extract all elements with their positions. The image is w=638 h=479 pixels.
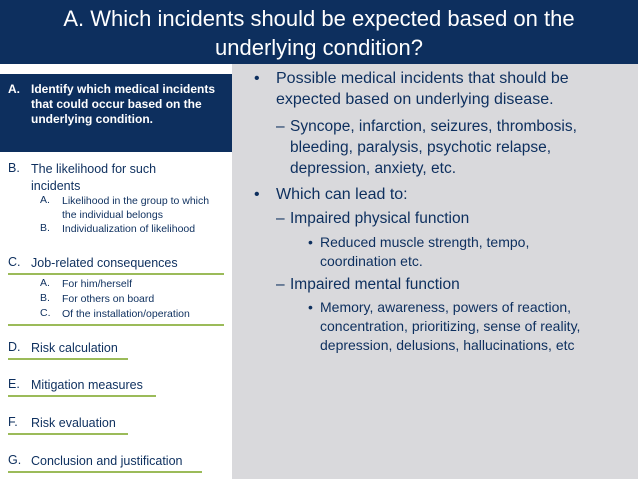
sidebar-subitem-label: Individualization of likelihood	[62, 223, 196, 235]
slide-title	[0, 0, 638, 64]
sidebar-item-label: Conclusion and justification	[31, 454, 183, 468]
bullet-mark: •	[254, 186, 260, 203]
title-line-1: A. Which incidents should be expected based on the	[63, 6, 575, 31]
sidebar-item-label: Identify which medical incidents that could occur based on the underlying condition.	[31, 82, 216, 126]
bullet-mark: •	[308, 299, 313, 315]
sidebar-subitem-letter: A.	[40, 194, 50, 206]
bullet-text: Reduced muscle strength, tempo, coordination etc.	[320, 234, 530, 269]
dash-mark: –	[276, 210, 285, 227]
sidebar-subitem-letter: B.	[40, 222, 50, 234]
sidebar-item-letter: D.	[8, 340, 21, 354]
sidebar-item-letter: A.	[8, 82, 20, 96]
sidebar-item-f-underline	[8, 433, 128, 435]
bullet-text: Possible medical incidents that should be expected based on underlying disease.	[276, 70, 569, 108]
sidebar-subitem-label: For others on board	[62, 293, 155, 305]
sidebar-subitem-c-underline	[8, 324, 224, 326]
sidebar-subitem-label: For him/herself	[62, 278, 133, 290]
sidebar-item-letter: B.	[8, 161, 20, 175]
bullet-mark: •	[254, 70, 260, 87]
dash-mark: –	[276, 276, 285, 293]
sidebar-item-d-underline	[8, 358, 128, 360]
sidebar-item-label: Job-related consequences	[31, 256, 178, 270]
bullet-text: Which can lead to:	[276, 186, 408, 203]
sidebar-subitem-letter: C.	[40, 307, 51, 319]
sidebar-item-letter: F.	[8, 415, 18, 429]
sidebar-subitem-letter: B.	[40, 292, 50, 304]
bullet-text: Memory, awareness, powers of reaction, concentration, prioritizing, sense of reality, depression, delusions, hallucinations, etc	[320, 299, 581, 353]
sidebar-item-label: Mitigation measures	[31, 378, 143, 392]
sidebar-subitem-label: Of the installation/operation	[62, 308, 190, 320]
sidebar-item-g-underline	[8, 471, 202, 473]
title-line-2: underlying condition?	[215, 35, 423, 60]
sidebar-item-label: Risk calculation	[31, 341, 118, 355]
sidebar-item-e-underline	[8, 395, 156, 397]
sidebar-item-letter: G.	[8, 453, 22, 467]
sidebar-item-c-underline	[8, 273, 224, 275]
sidebar-item-letter: C.	[8, 255, 21, 269]
sidebar-subitem-label: Likelihood in the group to which the individual belongs	[62, 195, 210, 221]
bullet-text: Syncope, infarction, seizures, thrombosis, bleeding, paralysis, psychotic relapse, depression, anxiety, etc.	[290, 118, 577, 177]
bullet-text: Impaired physical function	[290, 210, 470, 227]
sidebar-item-letter: E.	[8, 377, 20, 391]
content-panel	[232, 64, 638, 479]
sidebar-item-label: The likelihood for such incidents	[31, 162, 157, 193]
sidebar-subitem-letter: A.	[40, 277, 50, 289]
sidebar-item-label: Risk evaluation	[31, 416, 116, 430]
sidebar-nav	[0, 64, 232, 479]
bullet-text: Impaired mental function	[290, 276, 460, 293]
sidebar-item-a-active[interactable]	[0, 74, 232, 152]
dash-mark: –	[276, 118, 285, 135]
bullet-mark: •	[308, 234, 313, 250]
